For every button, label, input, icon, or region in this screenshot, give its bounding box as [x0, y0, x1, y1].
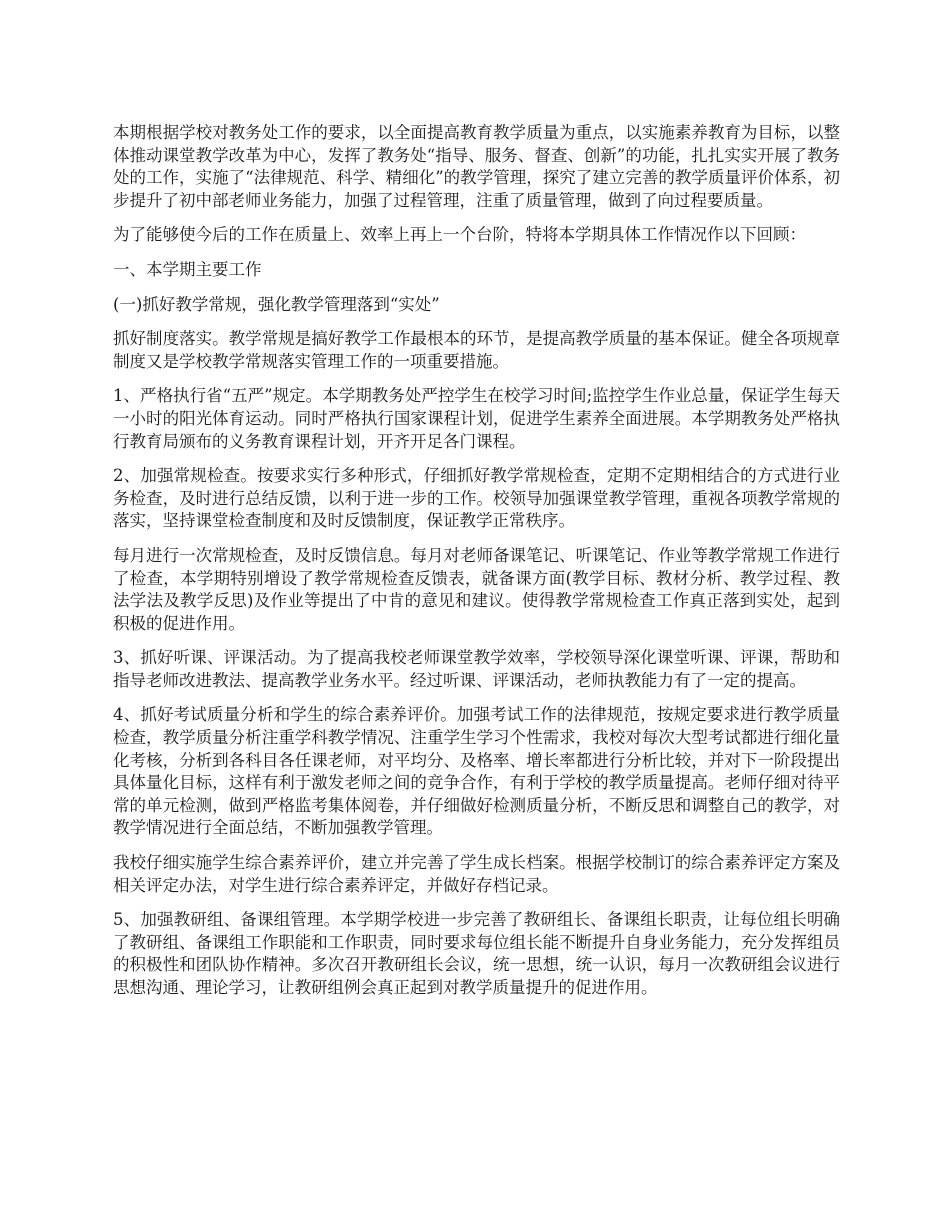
paragraph-item-3: 3、抓好听课、评课活动。为了提高我校老师课堂教学效率，学校领导深化课堂听课、评课，帮助和指导老师改进教法、提高教学业务水平。经过听课、评课活动，老师执教能力有了一定的提高。 [113, 648, 840, 690]
paragraph-intro: 本期根据学校对教务处工作的要求，以全面提高教育教学质量为重点，以实施素养教育为目标，以整体推动课堂教学改革为中心，发挥了教务处“指导、服务、督查、创新”的功能，扎扎实实开展了教务处的工作，实施了“法律规范、科学、精细化”的教学管理，探究了建立完善的教学质量评价体系，初步提升了初中部老师业务能力，加强了过程管理，注重了质量管理，做到了向过程要质量。 [113, 123, 840, 210]
subsection-heading-teaching-routine: (一)抓好教学常规，强化教学管理落到“实处” [113, 294, 440, 314]
paragraph-system-implementation: 抓好制度落实。教学常规是搞好教学工作最根本的环节，是提高教学质量的基本保证。健全各项规章制度又是学校教学常规落实管理工作的一项重要措施。 [113, 329, 840, 371]
section-heading-main-work: 一、本学期主要工作 [113, 259, 262, 279]
paragraph-monthly-check: 每月进行一次常规检查，及时反馈信息。每月对老师备课笔记、听课笔记、作业等教学常规工作进行了检查，本学期特别增设了教学常规检查反馈表，就备课方面(教学目标、教材分析、教学过程、教法学法及教学反思)及作业等提出了中肯的意见和建议。使得教学常规检查工作真正落到实处，起到积极的促进作用。 [113, 545, 840, 633]
paragraph-item-1: 1、严格执行省“五严”规定。本学期教务处严控学生在校学习时间;监控学生作业总量，保证学生每天一小时的阳光体育运动。同时严格执行国家课程计划，促进学生素养全面进展。本学期教务处严格执行教育局颁布的义务教育课程计划，开齐开足各门课程。 [113, 386, 840, 451]
paragraph-item-5: 5、加强教研组、备课组管理。本学期学校进一步完善了教研组长、备课组长职责，让每位组长明确了教研组、备课组工作职能和工作职责，同时要求每位组长能不断提升自身业务能力，充分发挥组员的积极性和团队协作精神。多次召开教研组长会议，统一思想，统一认识，每月一次教研组会议进行思想沟通、理论学习，让教研组例会真正起到对教学质量提升的促进作用。 [113, 910, 840, 997]
paragraph-evaluation: 我校仔细实施学生综合素养评价，建立并完善了学生成长档案。根据学校制订的综合素养评定方案及相关评定办法，对学生进行综合素养评定，并做好存档记录。 [113, 853, 840, 895]
document-body [113, 122, 840, 1012]
paragraph-item-2: 2、加强常规检查。按要求实行多种形式，仔细抓好教学常规检查，定期不定期相结合的方式进行业务检查，及时进行总结反馈，以利于进一步的工作。校领导加强课堂教学管理，重视各项教学常规的落实，坚持课堂检查制度和及时反馈制度，保证教学正常秩序。 [113, 466, 840, 531]
paragraph-review: 为了能够使今后的工作在质量上、效率上再上一个台阶，特将本学期具体工作情况作以下回顾： [113, 225, 806, 245]
paragraph-item-4: 4、抓好考试质量分析和学生的综合素养评价。加强考试工作的法律规范，按规定要求进行教学质量检查，教学质量分析注重学科教学情况、注重学生学习个性需求，我校对每次大型考试都进行细化量化考核，分析到各科目各任课老师，对平均分、及格率、增长率都进行分析比较，并对下一阶段提出具体量化目标，这样有利于激发老师之间的竞争合作，有利于学校的教学质量提高。老师仔细对待平常的单元检测，做到严格监考集体阅卷，并仔细做好检测质量分析，不断反思和调整自己的教学，对教学情况进行全面总结，不断加强教学管理。 [113, 705, 840, 838]
